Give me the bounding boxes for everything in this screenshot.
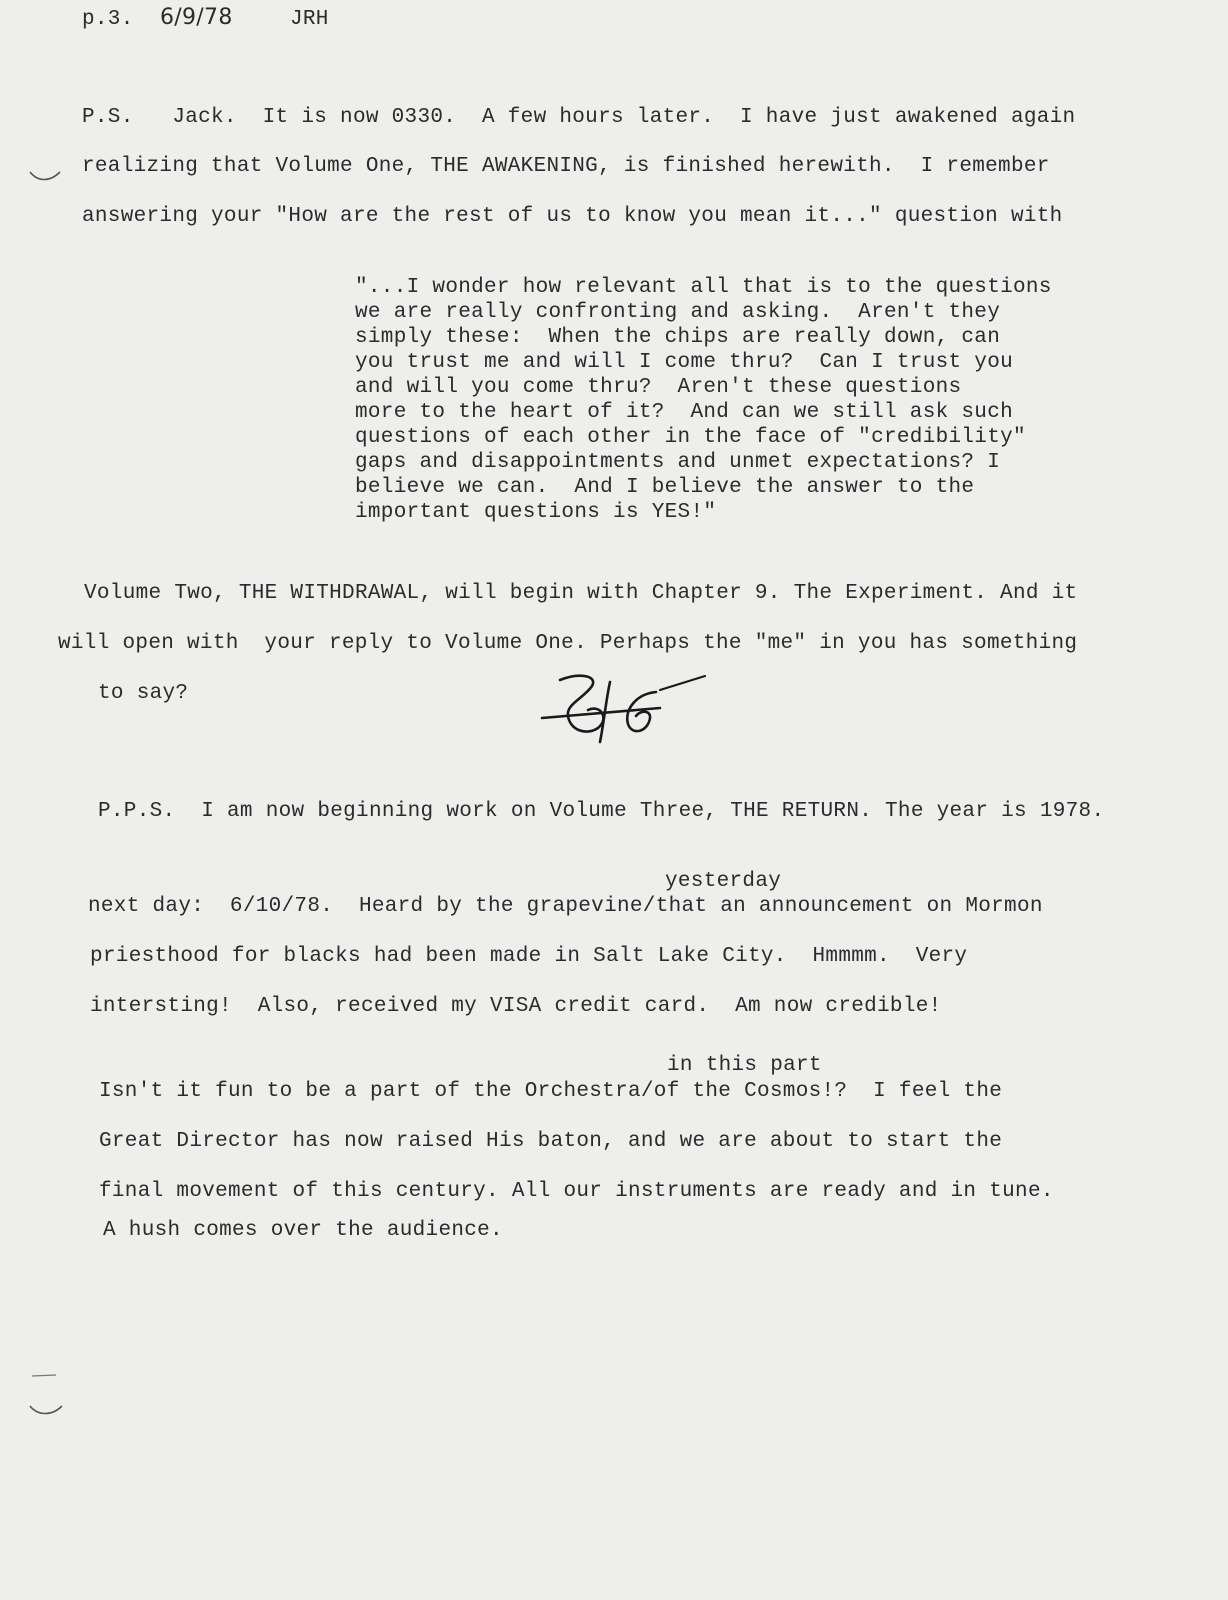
next-day-line-3: intersting! Also, received my VISA credit card. Am now credible!: [90, 995, 942, 1018]
quote-line-6: more to the heart of it? And can we still ask such: [355, 401, 1014, 424]
quote-line-2: we are really confronting and asking. Aren't they: [355, 301, 1001, 324]
volume-two-line-3: to say?: [98, 682, 189, 705]
ps-line-1: P.S. Jack. It is now 0330. A few hours later. I have just awakened again: [82, 106, 1076, 129]
quote-line-5: and will you come thru? Aren't these questions: [355, 376, 962, 399]
quote-line-9: believe we can. And I believe the answer to the: [355, 476, 975, 499]
orchestra-insert: in this part: [667, 1054, 822, 1077]
volume-two-line-1: Volume Two, THE WITHDRAWAL, will begin with Chapter 9. The Experiment. And it: [84, 582, 1078, 605]
ps-line-2: realizing that Volume One, THE AWAKENING, is finished herewith. I remember: [82, 155, 1050, 178]
orchestra-line-1: Isn't it fun to be a part of the Orchestra/of the Cosmos!? I feel the: [99, 1080, 1003, 1103]
header-initials: JRH: [290, 8, 329, 31]
orchestra-line-4: A hush comes over the audience.: [103, 1219, 503, 1242]
orchestra-line-3: final movement of this century. All our instruments are ready and in tune.: [99, 1180, 1054, 1203]
next-day-line-2: priesthood for blacks had been made in Salt Lake City. Hmmmm. Very: [90, 945, 968, 968]
page-number: p.3.: [82, 8, 134, 31]
handwritten-signature: [540, 670, 730, 760]
quote-line-10: important questions is YES!": [355, 501, 717, 524]
margin-mark: [28, 1402, 64, 1418]
volume-two-line-2: will open with your reply to Volume One. Perhaps the "me" in you has something: [58, 632, 1078, 655]
ps-line-3: answering your "How are the rest of us to know you mean it..." question with: [82, 205, 1063, 228]
pps-line: P.P.S. I am now beginning work on Volume Three, THE RETURN. The year is 1978.: [98, 800, 1105, 823]
margin-mark: [30, 1372, 60, 1380]
quote-line-1: "...I wonder how relevant all that is to the questions: [355, 276, 1052, 299]
next-day-insert: yesterday: [665, 870, 782, 893]
header-date: 6/9/78: [160, 5, 233, 30]
quote-line-8: gaps and disappointments and unmet expectations? I: [355, 451, 1001, 474]
quote-line-4: you trust me and will I come thru? Can I trust you: [355, 351, 1014, 374]
margin-mark: [28, 168, 62, 184]
quote-line-7: questions of each other in the face of "credibility": [355, 426, 1026, 449]
quote-line-3: simply these: When the chips are really down, can: [355, 326, 1001, 349]
next-day-line-1: next day: 6/10/78. Heard by the grapevine/that an announcement on Mormon: [88, 895, 1043, 918]
orchestra-line-2: Great Director has now raised His baton, and we are about to start the: [99, 1130, 1003, 1153]
